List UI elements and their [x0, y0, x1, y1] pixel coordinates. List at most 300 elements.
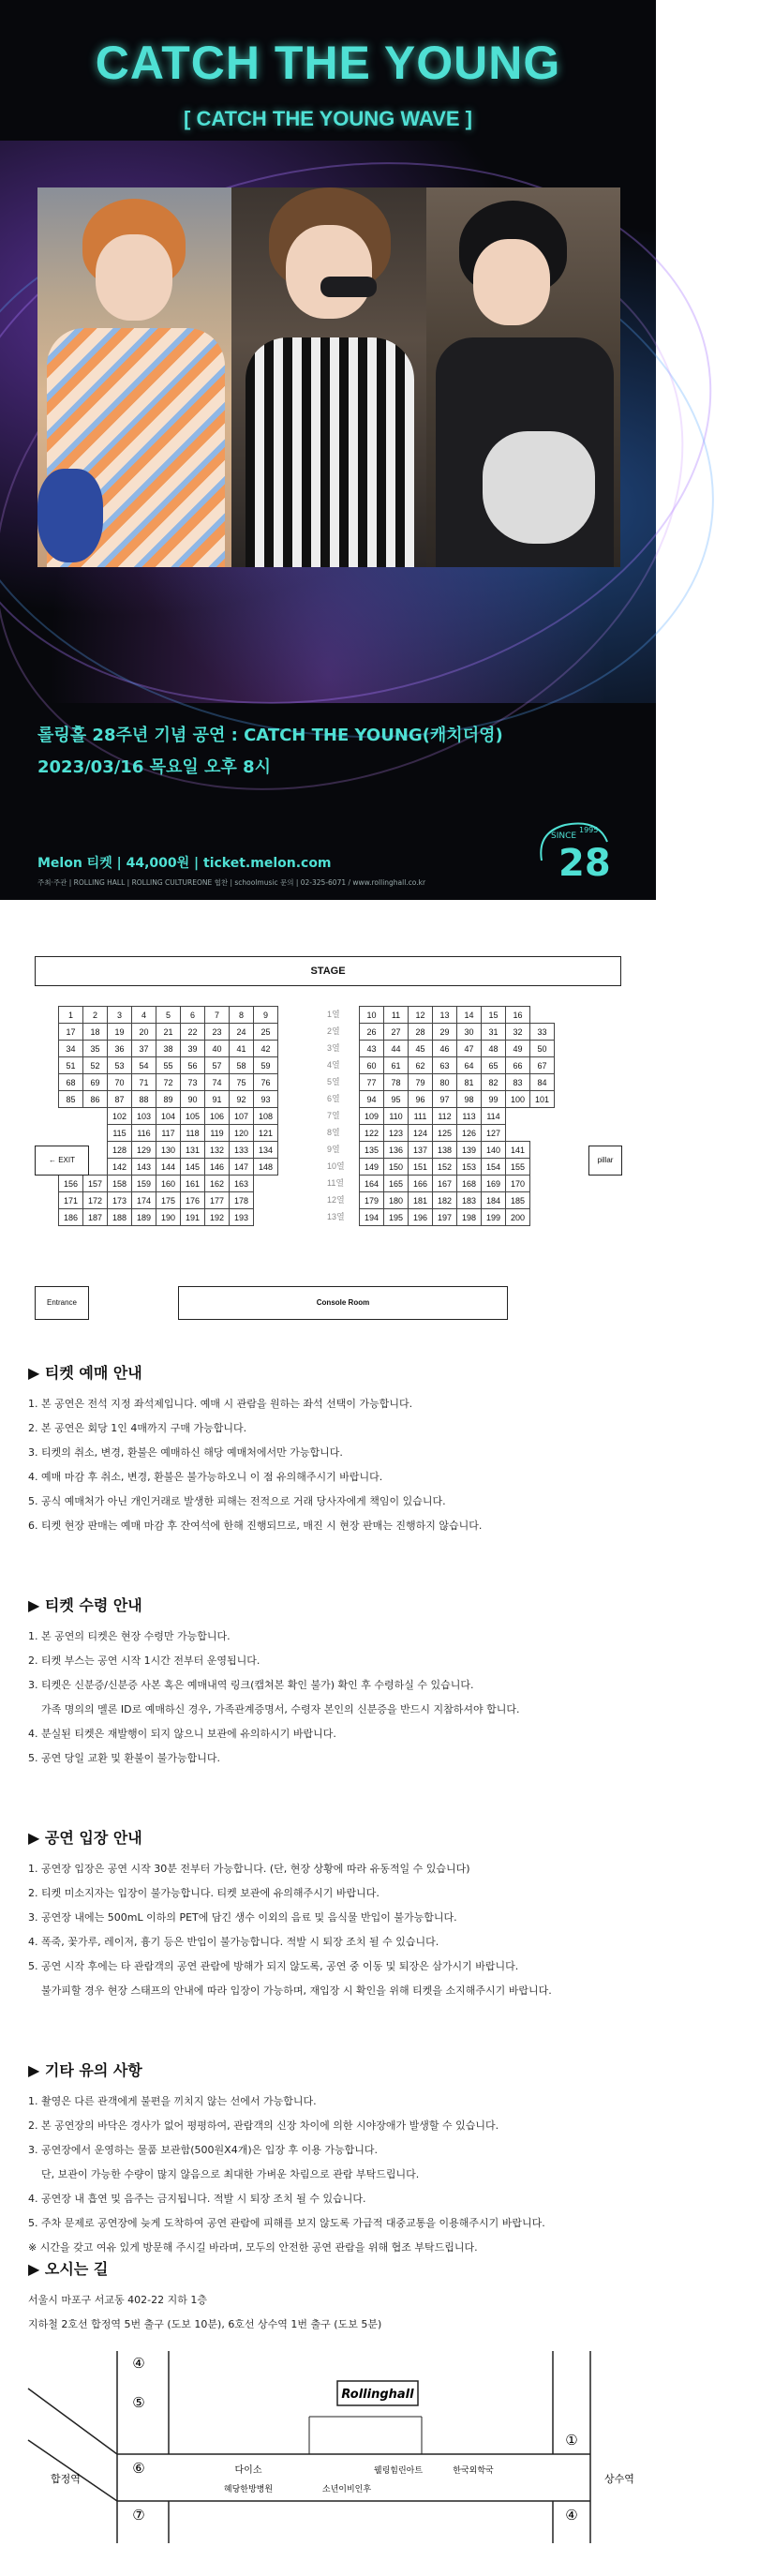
seat-cell[interactable]: 55 — [156, 1057, 181, 1074]
seat-cell[interactable]: 154 — [482, 1159, 506, 1176]
seat-cell[interactable]: 187 — [83, 1209, 108, 1226]
seat-cell[interactable]: 22 — [181, 1024, 205, 1041]
seat-row — [360, 1024, 555, 1041]
seat-cell[interactable]: 189 — [132, 1209, 156, 1226]
row-label: 3열 — [327, 1043, 340, 1053]
seat-cell[interactable]: 36 — [108, 1041, 132, 1057]
seat-cell[interactable]: 132 — [205, 1142, 230, 1159]
seat-cell[interactable]: 148 — [254, 1159, 278, 1176]
seat-cell[interactable]: 144 — [156, 1159, 181, 1176]
seat-row — [35, 1125, 278, 1142]
seat-cell[interactable]: 48 — [482, 1041, 506, 1057]
seat-cell[interactable]: 3 — [108, 1007, 132, 1024]
seat-cell[interactable]: 56 — [181, 1057, 205, 1074]
seat-cell[interactable]: 79 — [409, 1074, 433, 1091]
seat-cell[interactable]: 171 — [59, 1192, 83, 1209]
seat-cell[interactable]: 151 — [409, 1159, 433, 1176]
seat-cell[interactable]: 192 — [205, 1209, 230, 1226]
seat-cell[interactable]: 120 — [230, 1125, 254, 1142]
seat-cell[interactable]: 186 — [59, 1209, 83, 1226]
seat-cell[interactable]: 54 — [132, 1057, 156, 1074]
seat-cell[interactable]: 106 — [205, 1108, 230, 1125]
exit-number: ⑥ — [132, 2460, 145, 2477]
seat-cell[interactable]: 147 — [230, 1159, 254, 1176]
seat-cell[interactable]: 92 — [230, 1091, 254, 1108]
seat-gap — [35, 1176, 59, 1192]
event-datetime: 2023/03/16 목요일 오후 8시 — [37, 757, 271, 777]
seat-gap — [530, 1192, 555, 1209]
seat-cell[interactable]: 108 — [254, 1108, 278, 1125]
poster-info — [37, 720, 503, 784]
row-label: 4열 — [327, 1060, 340, 1070]
row-label: 13열 — [327, 1212, 345, 1221]
notice-item: 3. 공연장에서 운영하는 물품 보관함(500원X4개)은 입장 후 이용 가능합니다. — [28, 2144, 378, 2156]
seat-cell[interactable]: 59 — [254, 1057, 278, 1074]
seat-gap — [59, 1125, 83, 1142]
seat-cell[interactable]: 129 — [132, 1142, 156, 1159]
seat-gap — [530, 1159, 555, 1176]
seat-cell[interactable]: 51 — [59, 1057, 83, 1074]
notice-remark: ※ 시간을 갖고 여유 있게 방문해 주시길 바라며, 모두의 안전한 공연 관람을 위해 협조 부탁드립니다. — [28, 2241, 478, 2254]
seat-cell[interactable]: 86 — [83, 1091, 108, 1108]
seat-row — [35, 1057, 278, 1074]
seat-cell[interactable]: 19 — [108, 1024, 132, 1041]
pillar-label: pillar — [588, 1146, 622, 1176]
seat-cell[interactable]: 138 — [433, 1142, 457, 1159]
seat-cell[interactable]: 84 — [530, 1074, 555, 1091]
seat-cell[interactable]: 161 — [181, 1176, 205, 1192]
seat-row — [35, 1192, 278, 1209]
seat-cell[interactable]: 180 — [384, 1192, 409, 1209]
seat-cell[interactable]: 168 — [457, 1176, 482, 1192]
seat-row — [360, 1142, 555, 1159]
seat-cell[interactable]: 178 — [230, 1192, 254, 1209]
seat-cell[interactable]: 46 — [433, 1041, 457, 1057]
seat-cell[interactable]: 142 — [108, 1159, 132, 1176]
seat-cell[interactable]: 78 — [384, 1074, 409, 1091]
seat-cell[interactable]: 141 — [506, 1142, 530, 1159]
row-label: 12열 — [327, 1195, 345, 1205]
exit-number: ⑦ — [132, 2507, 145, 2524]
seat-cell[interactable]: 8 — [230, 1007, 254, 1024]
row-label: 7열 — [327, 1111, 340, 1120]
seat-cell[interactable]: 81 — [457, 1074, 482, 1091]
seat-cell[interactable]: 190 — [156, 1209, 181, 1226]
seat-cell[interactable]: 99 — [482, 1091, 506, 1108]
seat-cell[interactable]: 28 — [409, 1024, 433, 1041]
seat-cell[interactable]: 109 — [360, 1108, 384, 1125]
seat-cell[interactable]: 94 — [360, 1091, 384, 1108]
seat-cell[interactable]: 149 — [360, 1159, 384, 1176]
seat-cell[interactable]: 88 — [132, 1091, 156, 1108]
seat-cell[interactable]: 50 — [530, 1041, 555, 1057]
seat-cell[interactable]: 26 — [360, 1024, 384, 1041]
seat-cell[interactable]: 133 — [230, 1142, 254, 1159]
seat-cell[interactable]: 134 — [254, 1142, 278, 1159]
seat-cell[interactable]: 24 — [230, 1024, 254, 1041]
event-title: 롤링홀 28주년 기념 공연 : CATCH THE YOUNG(캐치더영) — [37, 726, 503, 745]
seat-cell[interactable]: 199 — [482, 1209, 506, 1226]
seat-cell[interactable]: 198 — [457, 1209, 482, 1226]
seat-cell[interactable]: 110 — [384, 1108, 409, 1125]
seat-cell[interactable]: 17 — [59, 1024, 83, 1041]
exit-number: ① — [565, 2432, 578, 2449]
seat-cell[interactable]: 100 — [506, 1091, 530, 1108]
seat-gap — [35, 1074, 59, 1091]
section-directions — [28, 2257, 628, 2337]
seat-row — [360, 1041, 555, 1057]
seat-cell[interactable]: 66 — [506, 1057, 530, 1074]
seat-cell[interactable]: 45 — [409, 1041, 433, 1057]
row-label: 10열 — [327, 1161, 345, 1171]
seat-cell[interactable]: 62 — [409, 1057, 433, 1074]
seat-cell[interactable]: 89 — [156, 1091, 181, 1108]
seat-cell[interactable]: 83 — [506, 1074, 530, 1091]
seat-cell[interactable]: 167 — [433, 1176, 457, 1192]
seat-cell[interactable]: 58 — [230, 1057, 254, 1074]
seat-cell[interactable]: 183 — [457, 1192, 482, 1209]
row-labels — [327, 1006, 345, 1225]
seat-cell[interactable]: 107 — [230, 1108, 254, 1125]
ticket-info: Melon 티켓 | 44,000원 | ticket.melon.com — [37, 856, 332, 871]
seat-cell[interactable]: 174 — [132, 1192, 156, 1209]
seat-gap — [35, 1007, 59, 1024]
seat-gap — [35, 1192, 59, 1209]
seat-cell[interactable]: 87 — [108, 1091, 132, 1108]
console-room-label: Console Room — [178, 1286, 508, 1320]
seat-cell[interactable]: 77 — [360, 1074, 384, 1091]
seat-cell[interactable]: 49 — [506, 1041, 530, 1057]
row-label: 11열 — [327, 1178, 345, 1188]
seat-cell[interactable]: 97 — [433, 1091, 457, 1108]
seat-cell[interactable]: 37 — [132, 1041, 156, 1057]
seat-cell[interactable]: 145 — [181, 1159, 205, 1176]
seat-cell[interactable]: 128 — [108, 1142, 132, 1159]
seat-cell[interactable]: 43 — [360, 1041, 384, 1057]
seat-grid-left — [35, 1006, 278, 1226]
exit-number: ④ — [132, 2355, 145, 2372]
seat-cell[interactable]: 42 — [254, 1041, 278, 1057]
notice-item: 5. 주차 문제로 공연장에 늦게 도착하여 공연 관람에 피해를 보지 않도록 가급적 대중교통을 이용해주시기 바랍니다. — [28, 2217, 545, 2229]
notice-item: 2. 본 공연장의 바닥은 경사가 없어 평평하여, 관람객의 신장 차이에 의한 시야장애가 발생할 수 있습니다. — [28, 2119, 499, 2132]
seat-cell[interactable]: 112 — [433, 1108, 457, 1125]
seat-cell[interactable]: 131 — [181, 1142, 205, 1159]
seat-cell[interactable]: 27 — [384, 1024, 409, 1041]
seat-gap — [35, 1041, 59, 1057]
seat-cell[interactable]: 113 — [457, 1108, 482, 1125]
seat-cell[interactable]: 4 — [132, 1007, 156, 1024]
seat-cell[interactable]: 104 — [156, 1108, 181, 1125]
directions-map — [28, 2332, 634, 2548]
seat-cell[interactable]: 165 — [384, 1176, 409, 1192]
seat-cell[interactable]: 115 — [108, 1125, 132, 1142]
seat-cell[interactable]: 13 — [433, 1007, 457, 1024]
seat-cell[interactable]: 25 — [254, 1024, 278, 1041]
landmark-hospital: 혜당한방병원 — [223, 2485, 274, 2494]
seat-cell[interactable]: 1 — [59, 1007, 83, 1024]
seat-gap — [530, 1108, 555, 1125]
seat-cell[interactable]: 135 — [360, 1142, 384, 1159]
badge-year-text: 1995 — [579, 826, 599, 834]
seat-cell[interactable]: 67 — [530, 1057, 555, 1074]
exit-number: ⑤ — [132, 2394, 145, 2411]
seat-cell[interactable]: 90 — [181, 1091, 205, 1108]
seat-cell[interactable]: 68 — [59, 1074, 83, 1091]
seat-cell[interactable]: 162 — [205, 1176, 230, 1192]
seat-row — [35, 1091, 278, 1108]
seat-cell[interactable]: 53 — [108, 1057, 132, 1074]
landmark-clinic: 소년이비인후 — [321, 2485, 372, 2494]
seat-gap — [83, 1108, 108, 1125]
notice-item: 가족 명의의 멜론 ID로 예매하신 경우, 가족관계증명서, 수령자 본인의 신분증을 반드시 지참하셔야 합니다. — [41, 1703, 520, 1715]
seat-cell[interactable]: 39 — [181, 1041, 205, 1057]
seat-cell[interactable]: 182 — [433, 1192, 457, 1209]
seat-row — [360, 1007, 555, 1024]
seat-cell[interactable]: 185 — [506, 1192, 530, 1209]
seat-cell[interactable]: 136 — [384, 1142, 409, 1159]
seat-cell[interactable]: 7 — [205, 1007, 230, 1024]
section-title: ▶ 오시는 길 — [28, 2260, 109, 2278]
seat-cell[interactable]: 193 — [230, 1209, 254, 1226]
seat-cell[interactable]: 6 — [181, 1007, 205, 1024]
seat-cell[interactable]: 29 — [433, 1024, 457, 1041]
seat-cell[interactable]: 179 — [360, 1192, 384, 1209]
seat-cell[interactable]: 127 — [482, 1125, 506, 1142]
seat-cell[interactable]: 34 — [59, 1041, 83, 1057]
notice-item: 1. 촬영은 다른 관객에게 불편을 끼치지 않는 선에서 가능합니다. — [28, 2095, 317, 2107]
section-ticket-booking — [28, 1361, 628, 1538]
seat-cell[interactable]: 146 — [205, 1159, 230, 1176]
seat-cell[interactable]: 2 — [83, 1007, 108, 1024]
seat-cell[interactable]: 164 — [360, 1176, 384, 1192]
seat-cell[interactable]: 102 — [108, 1108, 132, 1125]
seat-cell[interactable]: 63 — [433, 1057, 457, 1074]
landmark-apartment: 웰링힘린아트 — [373, 2466, 424, 2476]
seat-cell[interactable]: 11 — [384, 1007, 409, 1024]
seat-cell[interactable]: 57 — [205, 1057, 230, 1074]
section-title: ▶ 공연 입장 안내 — [28, 1829, 142, 1847]
seat-cell[interactable]: 60 — [360, 1057, 384, 1074]
concert-poster — [0, 0, 656, 900]
seat-cell[interactable]: 82 — [482, 1074, 506, 1091]
seat-row — [35, 1176, 278, 1192]
seat-cell[interactable]: 91 — [205, 1091, 230, 1108]
seat-cell[interactable]: 20 — [132, 1024, 156, 1041]
seat-cell[interactable]: 80 — [433, 1074, 457, 1091]
notice-item: 4. 폭죽, 꽃가루, 레이저, 흉기 등은 반입이 불가능합니다. 적발 시 퇴장 조치 될 수 있습니다. — [28, 1936, 439, 1948]
seat-cell[interactable]: 137 — [409, 1142, 433, 1159]
seat-cell[interactable]: 150 — [384, 1159, 409, 1176]
notice-item: 1. 공연장 입장은 공연 시작 30분 전부터 가능합니다. (단, 현장 상황에 따라 유동적일 수 있습니다) — [28, 1863, 470, 1875]
seat-cell[interactable]: 130 — [156, 1142, 181, 1159]
seat-row — [360, 1192, 555, 1209]
seat-cell[interactable]: 61 — [384, 1057, 409, 1074]
seat-cell[interactable]: 15 — [482, 1007, 506, 1024]
seat-cell[interactable]: 96 — [409, 1091, 433, 1108]
seat-row — [360, 1057, 555, 1074]
seat-row — [35, 1074, 278, 1091]
seat-cell[interactable]: 172 — [83, 1192, 108, 1209]
seat-cell[interactable]: 76 — [254, 1074, 278, 1091]
seat-cell[interactable]: 191 — [181, 1209, 205, 1226]
section-title: ▶ 기타 유의 사항 — [28, 2061, 142, 2079]
notice-item: 불가피할 경우 현장 스태프의 안내에 따라 입장이 가능하며, 재입장 시 확인을 위해 티켓을 소지해주시기 바랍니다. — [41, 1984, 552, 1997]
seat-cell[interactable]: 98 — [457, 1091, 482, 1108]
seat-cell[interactable]: 35 — [83, 1041, 108, 1057]
seat-cell[interactable]: 184 — [482, 1192, 506, 1209]
seat-cell[interactable]: 200 — [506, 1209, 530, 1226]
seat-gap — [530, 1125, 555, 1142]
station-sangsu: 상수역 — [604, 2473, 634, 2485]
seat-cell[interactable]: 5 — [156, 1007, 181, 1024]
seat-row — [35, 1041, 278, 1057]
notice-item: 1. 본 공연의 티켓은 현장 수령만 가능합니다. — [28, 1630, 231, 1642]
section-title: ▶ 티켓 수령 안내 — [28, 1596, 142, 1614]
seat-cell[interactable]: 170 — [506, 1176, 530, 1192]
seat-cell[interactable]: 118 — [181, 1125, 205, 1142]
station-hapjeong: 합정역 — [51, 2473, 81, 2485]
seat-cell[interactable]: 31 — [482, 1024, 506, 1041]
seat-cell[interactable]: 33 — [530, 1024, 555, 1041]
row-label: 8열 — [327, 1128, 340, 1137]
row-label: 1열 — [327, 1010, 340, 1019]
seat-gap — [35, 1108, 59, 1125]
row-label: 9열 — [327, 1145, 340, 1154]
seat-cell[interactable]: 74 — [205, 1074, 230, 1091]
seat-cell[interactable]: 124 — [409, 1125, 433, 1142]
seat-cell[interactable]: 139 — [457, 1142, 482, 1159]
seat-cell[interactable]: 101 — [530, 1091, 555, 1108]
seat-gap — [59, 1108, 83, 1125]
seat-cell[interactable]: 44 — [384, 1041, 409, 1057]
poster-title: CATCH THE YOUNG — [95, 37, 561, 89]
seat-cell[interactable]: 23 — [205, 1024, 230, 1041]
seat-cell[interactable]: 64 — [457, 1057, 482, 1074]
seat-cell[interactable]: 18 — [83, 1024, 108, 1041]
seat-cell[interactable]: 41 — [230, 1041, 254, 1057]
seat-cell[interactable]: 143 — [132, 1159, 156, 1176]
seat-cell[interactable]: 40 — [205, 1041, 230, 1057]
seat-gap — [530, 1176, 555, 1192]
seat-cell[interactable]: 103 — [132, 1108, 156, 1125]
seat-cell[interactable]: 196 — [409, 1209, 433, 1226]
seat-row — [360, 1125, 555, 1142]
section-other-notes — [28, 2059, 628, 2260]
seat-cell[interactable]: 71 — [132, 1074, 156, 1091]
section-title: ▶ 티켓 예매 안내 — [28, 1364, 142, 1382]
artist-photo-right — [426, 187, 620, 567]
seat-cell[interactable]: 65 — [482, 1057, 506, 1074]
seat-cell[interactable]: 152 — [433, 1159, 457, 1176]
seat-cell[interactable]: 195 — [384, 1209, 409, 1226]
seat-cell[interactable]: 72 — [156, 1074, 181, 1091]
seat-cell[interactable]: 119 — [205, 1125, 230, 1142]
seat-cell[interactable]: 14 — [457, 1007, 482, 1024]
seat-cell[interactable]: 176 — [181, 1192, 205, 1209]
seat-cell[interactable]: 157 — [83, 1176, 108, 1192]
seat-cell[interactable]: 160 — [156, 1176, 181, 1192]
notice-item: 4. 공연장 내 흡연 및 음주는 금지됩니다. 적발 시 퇴장 조치 될 수 있습니다. — [28, 2193, 366, 2205]
landmark-building: 한국외학국 — [453, 2466, 494, 2476]
seat-cell[interactable]: 194 — [360, 1209, 384, 1226]
seat-cell[interactable]: 114 — [482, 1108, 506, 1125]
seat-cell[interactable]: 188 — [108, 1209, 132, 1226]
seat-cell[interactable]: 52 — [83, 1057, 108, 1074]
seat-cell[interactable]: 158 — [108, 1176, 132, 1192]
seat-gap — [35, 1057, 59, 1074]
seat-cell[interactable]: 166 — [409, 1176, 433, 1192]
seat-cell[interactable]: 111 — [409, 1108, 433, 1125]
notice-item: 5. 공식 예매처가 아닌 개인거래로 발생한 피해는 전적으로 거래 당사자에게 책임이 있습니다. — [28, 1495, 446, 1507]
seat-cell[interactable]: 69 — [83, 1074, 108, 1091]
seat-cell[interactable]: 12 — [409, 1007, 433, 1024]
seat-gap — [530, 1209, 555, 1226]
notice-item: 2. 티켓 미소지자는 입장이 불가능합니다. 티켓 보관에 유의해주시기 바랍니다. — [28, 1887, 380, 1899]
seat-gap — [530, 1007, 555, 1024]
seat-cell[interactable]: 181 — [409, 1192, 433, 1209]
seat-cell[interactable]: 95 — [384, 1091, 409, 1108]
seat-cell[interactable]: 197 — [433, 1209, 457, 1226]
section-entry-guide — [28, 1826, 628, 2003]
seat-cell[interactable]: 116 — [132, 1125, 156, 1142]
seat-cell[interactable]: 32 — [506, 1024, 530, 1041]
seat-cell[interactable]: 85 — [59, 1091, 83, 1108]
seat-cell[interactable]: 9 — [254, 1007, 278, 1024]
seat-cell[interactable]: 123 — [384, 1125, 409, 1142]
seat-cell[interactable]: 38 — [156, 1041, 181, 1057]
seat-cell[interactable]: 93 — [254, 1091, 278, 1108]
poster-subtitle: [ CATCH THE YOUNG WAVE ] — [184, 107, 472, 130]
seat-cell[interactable]: 73 — [181, 1074, 205, 1091]
seat-cell[interactable]: 121 — [254, 1125, 278, 1142]
seat-gap — [35, 1209, 59, 1226]
row-label: 5열 — [327, 1077, 340, 1086]
seat-gap — [35, 1125, 59, 1142]
notice-item: 3. 공연장 내에는 500mL 이하의 PET에 담긴 생수 이외의 음료 및 음식물 반입이 불가능합니다. — [28, 1911, 457, 1924]
exit-number: ④ — [565, 2507, 578, 2524]
seat-cell[interactable]: 175 — [156, 1192, 181, 1209]
seat-cell[interactable]: 169 — [482, 1176, 506, 1192]
seat-cell[interactable]: 10 — [360, 1007, 384, 1024]
seat-cell[interactable]: 177 — [205, 1192, 230, 1209]
seat-cell[interactable]: 122 — [360, 1125, 384, 1142]
stage-label: STAGE — [35, 956, 621, 986]
landmark-daiso: 다이소 — [234, 2465, 262, 2476]
seat-cell[interactable]: 21 — [156, 1024, 181, 1041]
seat-cell[interactable]: 30 — [457, 1024, 482, 1041]
seat-cell[interactable]: 126 — [457, 1125, 482, 1142]
seat-row — [35, 1108, 278, 1125]
entrance-label: Entrance — [35, 1286, 89, 1320]
seat-cell[interactable]: 155 — [506, 1159, 530, 1176]
seat-cell[interactable]: 105 — [181, 1108, 205, 1125]
seat-cell[interactable]: 16 — [506, 1007, 530, 1024]
seat-cell[interactable]: 117 — [156, 1125, 181, 1142]
seat-gap — [35, 1024, 59, 1041]
notice-item: 5. 공연 당일 교환 및 환불이 불가능합니다. — [28, 1752, 220, 1764]
seat-cell[interactable]: 153 — [457, 1159, 482, 1176]
seat-cell[interactable]: 70 — [108, 1074, 132, 1091]
seat-cell[interactable]: 140 — [482, 1142, 506, 1159]
seat-cell[interactable]: 163 — [230, 1176, 254, 1192]
seat-cell[interactable]: 156 — [59, 1176, 83, 1192]
seat-cell[interactable]: 159 — [132, 1176, 156, 1192]
seat-cell[interactable]: 47 — [457, 1041, 482, 1057]
seat-cell[interactable]: 173 — [108, 1192, 132, 1209]
badge-number-text: 28 — [558, 842, 611, 885]
seat-cell[interactable]: 125 — [433, 1125, 457, 1142]
seat-cell[interactable]: 75 — [230, 1074, 254, 1091]
